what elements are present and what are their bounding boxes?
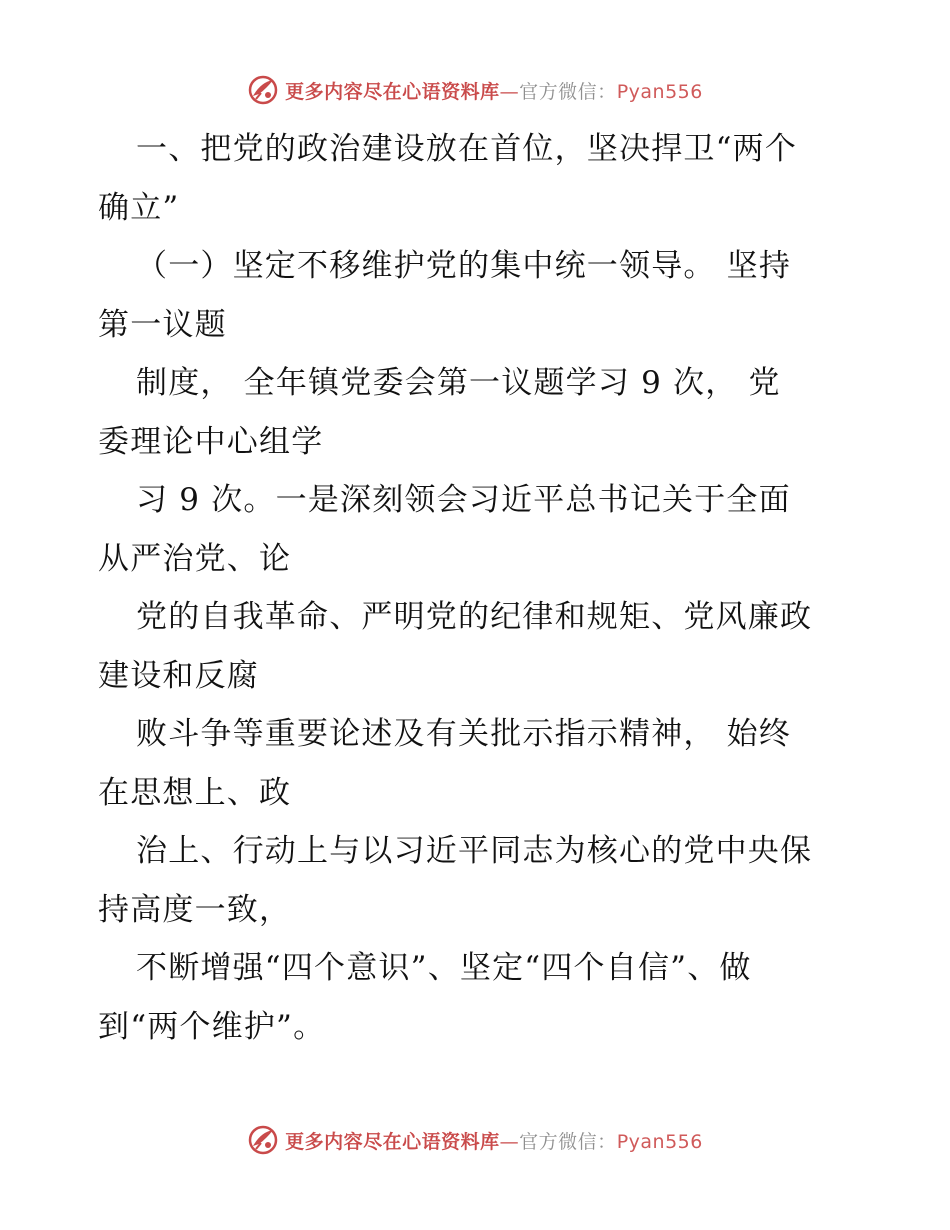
body-text	[98, 120, 858, 1056]
text-line: 到“两个维护”。	[98, 1008, 326, 1045]
text-line: （一）坚定不移维护党的集中统一领导。 坚持	[136, 248, 792, 284]
text-line: 持高度一致，	[98, 891, 292, 928]
text-line: 在思想上、政	[98, 774, 292, 811]
watermark-wechat-label: 官方微信：	[519, 80, 617, 103]
watermark-dash: —	[499, 80, 520, 103]
text-line: 党的自我革命、严明党的纪律和规矩、党风廉政	[136, 599, 813, 635]
watermark-cn: 更多内容尽在心语资料库	[285, 1130, 500, 1153]
watermark-wechat-label: 官方微信：	[519, 1130, 617, 1153]
text-line: 一、把党的政治建设放在首位，坚决捍卫“两个	[136, 131, 798, 167]
text-line: 习 9 次。一是深刻领会习近平总书记关于全面	[136, 482, 791, 518]
watermark-text	[285, 1127, 703, 1154]
watermark-wechat-id: Pyan556	[616, 1130, 703, 1153]
text-line: 从严治党、论	[98, 540, 292, 577]
footer-watermark	[0, 1120, 950, 1160]
header-watermark	[0, 70, 950, 110]
watermark-inner	[247, 1124, 703, 1156]
watermark-wechat-id: Pyan556	[616, 80, 703, 103]
text-line: 建设和反腐	[98, 657, 259, 694]
pen-logo-icon	[247, 1124, 279, 1156]
text-line: 败斗争等重要论述及有关批示指示精神， 始终	[136, 716, 792, 752]
pen-logo-icon	[247, 74, 279, 106]
watermark-dash: —	[499, 1130, 520, 1153]
text-line: 治上、行动上与以习近平同志为核心的党中央保	[136, 833, 813, 869]
text-line: 第一议题	[98, 306, 227, 343]
watermark-inner	[247, 74, 703, 106]
watermark-cn: 更多内容尽在心语资料库	[285, 80, 500, 103]
text-line: 确立”	[98, 189, 180, 226]
text-line: 委理论中心组学	[98, 423, 324, 460]
text-line: 不断增强“四个意识”、坚定“四个自信”、做	[136, 950, 752, 986]
watermark-text	[285, 77, 703, 104]
text-line: 制度， 全年镇党委会第一议题学习 9 次， 党	[136, 365, 781, 401]
